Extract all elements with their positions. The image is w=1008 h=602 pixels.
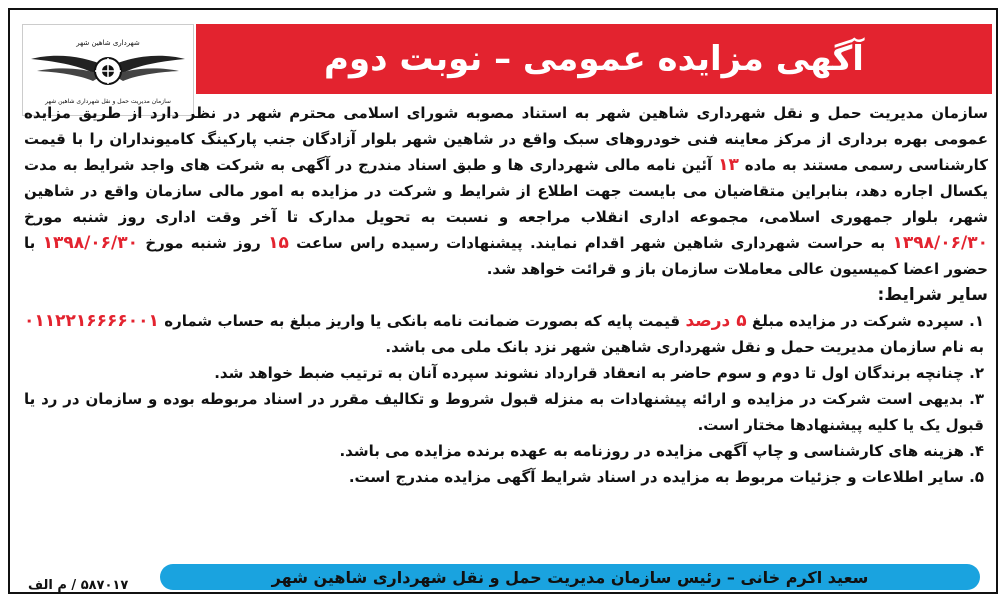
condition-1-c: به نام سازمان مدیریت حمل و نقل شهرداری شاهین شهر نزد بانک ملی می باشد. [385, 338, 984, 356]
deadline-date: ۱۳۹۸/۰۶/۳۰ [892, 233, 988, 253]
conditions-title: سایر شرایط: [877, 285, 988, 305]
notice-body [24, 100, 988, 490]
article-number: ۱۳ [718, 155, 739, 175]
opening-hour: ۱۵ [268, 233, 289, 253]
intro-part1: سازمان مدیریت حمل و نقل شهرداری شاهین شهر به استناد مصوبه شورای اسلامی محترم شهر در نظر دارد از طریق مزایده عمومی بهره برداری از مرکز معاینه فنی خودروهای سبک واقع در شاهین شهر بلوار آزادگان جنب پارکینگ کامیونداران را با قیمت کارشناسی رسمی مستند به ماده [24, 104, 988, 174]
condition-2: ۲. چنانچه برندگان اول تا دوم و سوم حاضر به انعقاد قرارداد نشوند سپرده آنان به ترتیب ضبط خواهد شد. [214, 364, 984, 382]
logo-top-text: شهرداری شاهین شهر [76, 39, 140, 47]
account-number: ۰۱۱۲۲۱۶۶۶۶۰۰۱ [24, 311, 159, 331]
condition-3: ۳. بدیهی است شرکت در مزایده و ارائه پیشنهادات به منزله قبول شروط و تکالیف مقرر در اسناد مربوطه بوده و سازمان در رد یا قبول یک یا کلیه پیشنهادها مختار است. [24, 390, 984, 434]
signature-bar: سعید اکرم خانی – رئیس سازمان مدیریت حمل و نقل شهرداری شاهین شهر [160, 564, 980, 590]
page-title: آگهی مزایده عمومی – نوبت دوم [196, 24, 992, 94]
intro-part2: آئین نامه مالی شهرداری ها و طبق اسناد مندرج در آگهی به شرکت های واجد شرایط به مدت یکسال اجاره دهد، بنابراین متقاضیان می بایست جهت اطلاع از شرایط و شرکت در مزایده به امور مالی سازمان واقع در شاهین شهر، بلوار جمهوری اسلامی، مجموعه اداری انقلاب مراجعه و نسبت به تحویل مدارک تا آخر وقت اداری روز شنبه مورخ [24, 156, 988, 226]
intro-part4: روز شنبه مورخ [145, 234, 261, 252]
ad-code: ۵۸۷۰۱۷ / م الف [28, 578, 129, 593]
opening-date: ۱۳۹۸/۰۶/۳۰ [42, 233, 139, 253]
logo-bottom-text: سازمان مدیریت حمل و نقل شهرداری شاهین شهر [45, 98, 171, 105]
condition-1 [24, 308, 988, 360]
condition-4: ۴. هزینه های کارشناسی و چاپ آگهی مزایده در روزنامه به عهده برنده مزایده می باشد. [339, 442, 984, 460]
notice-frame [8, 8, 998, 594]
intro-part5: با حضور اعضا کمیسیون عالی معاملات سازمان باز و قرائت خواهد شد. [24, 234, 988, 278]
intro-paragraph [24, 100, 988, 282]
deposit-percent: ۵ درصد [685, 311, 747, 331]
condition-1-b: قیمت پایه که بصورت ضمانت نامه بانکی یا واریز مبلغ به حساب شماره [164, 312, 681, 330]
intro-part3: به حراست شهرداری شاهین شهر اقدام نمایند. پیشنهادات رسیده راس ساعت [296, 234, 886, 252]
condition-5: ۵. سایر اطلاعات و جزئیات مربوط به مزایده در اسناد شرایط آگهی مزایده مندرج است. [348, 468, 984, 486]
condition-1-a: ۱. سپرده شرکت در مزایده مبلغ [752, 312, 984, 330]
